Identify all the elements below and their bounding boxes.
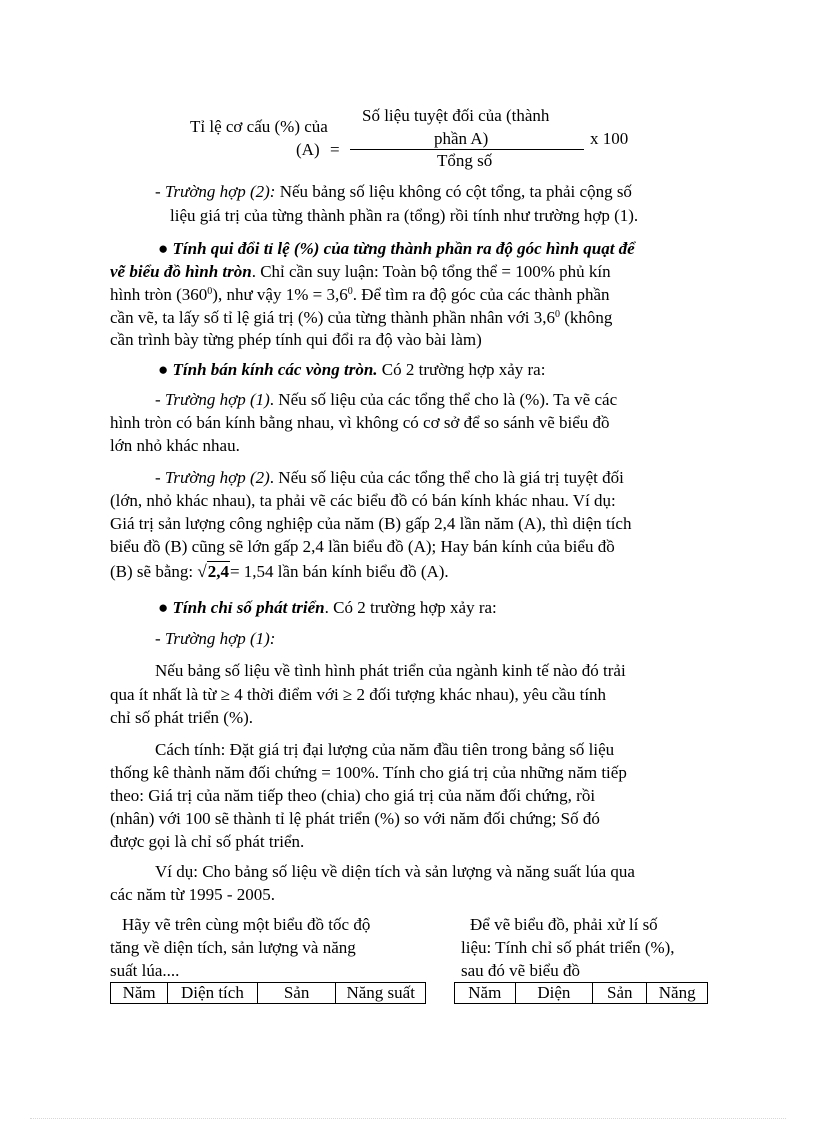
radius-c2-label: - Trường hợp (2) xyxy=(155,468,270,487)
growth-title: Tính chỉ số phát triển xyxy=(172,598,325,617)
radius-title-line xyxy=(158,359,545,381)
growth-title-line xyxy=(158,597,497,619)
angle-line-2 xyxy=(110,261,611,283)
table-header-cell: Năng suất xyxy=(336,983,426,1004)
angle-line4-a: cần vẽ, ta lấy số tỉ lệ giá trị (%) của từng thành phần nhân với 3,6 xyxy=(110,308,555,327)
radius-c1-line-2: hình tròn có bán kính bằng nhau, vì không có cơ sở để so sánh vẽ biểu đồ xyxy=(110,413,610,432)
growth-p3-line-2: các năm từ 1995 - 2005. xyxy=(110,885,276,904)
growth-p1-line-1: Nếu bảng số liệu về tình hình phát triển của ngành kinh tế nào đó trải xyxy=(155,661,626,680)
bullet-icon: ● xyxy=(158,598,169,617)
case2-line-2: liệu giá trị của từng thành phần ra (tổng) rồi tính như trường hợp (1). xyxy=(170,206,639,225)
angle-line3-a: hình tròn (360 xyxy=(110,285,208,304)
growth-title-rest: . Có 2 trường hợp xảy ra: xyxy=(324,598,497,617)
formula-denominator: Tổng số xyxy=(437,151,493,170)
sqrt-icon: √ xyxy=(197,562,207,581)
radius-c2-line5-b: 1,54 lần bán kính biểu đồ (A). xyxy=(243,562,449,581)
formula-left-label-2: (A) xyxy=(296,140,320,159)
radius-title: Tính bán kính các vòng tròn. xyxy=(172,360,378,379)
table-header-cell: Sản xyxy=(593,983,647,1004)
radius-c2-line-3: Giá trị sản lượng công nghiệp của năm (B) gấp 2,4 lần năm (A), thì diện tích xyxy=(110,514,632,533)
table-header-cell: Năng xyxy=(647,983,708,1004)
growth-p1-line-3: chỉ số phát triển (%). xyxy=(110,708,254,727)
radius-c1-line-3: lớn nhỏ khác nhau. xyxy=(110,436,240,455)
page-bottom-divider xyxy=(30,1118,786,1119)
bullet-icon: ● xyxy=(158,360,169,379)
table-header-cell: Sản xyxy=(257,983,336,1004)
bullet-icon: ● xyxy=(158,239,169,258)
sqrt-equals: = xyxy=(229,562,240,581)
right-data-table xyxy=(454,982,708,1004)
radius-c2-line-4: biểu đồ (B) cũng sẽ lớn gấp 2,4 lần biểu đồ (A); Hay bán kính của biểu đồ xyxy=(110,537,615,556)
case2-label: Trường hợp (2): xyxy=(164,182,276,201)
sqrt-expression xyxy=(197,561,239,583)
radius-c1-label: - Trường hợp (1) xyxy=(155,390,270,409)
formula-left-label-1: Tỉ lệ cơ cấu (%) của xyxy=(190,117,328,136)
left-col-line-1: Hãy vẽ trên cùng một biểu đồ tốc độ xyxy=(122,915,371,934)
table-header-cell: Diện xyxy=(515,983,593,1004)
radius-c1-line-1 xyxy=(155,389,617,411)
angle-title-2: vẽ biểu đồ hình tròn xyxy=(110,262,252,281)
growth-p1-line-2: qua ít nhất là từ ≥ 4 thời điểm với ≥ 2 đối tượng khác nhau), yêu cầu tính xyxy=(110,685,607,704)
formula-numerator-1: Số liệu tuyệt đối của (thành xyxy=(362,106,550,125)
table-header-cell: Năm xyxy=(111,983,168,1004)
growth-p3-line-1: Ví dụ: Cho bảng số liệu về diện tích và sản lượng và năng suất lúa qua xyxy=(155,862,635,881)
table-header-cell: Năm xyxy=(455,983,516,1004)
growth-p2-line-3: theo: Giá trị của năm tiếp theo (chia) cho giá trị của năm đối chứng, rồi xyxy=(110,786,596,805)
right-col-line-1: Để vẽ biểu đồ, phải xử lí số xyxy=(470,915,658,934)
angle-line3-b: ), như vậy 1% = 3,6 xyxy=(212,285,348,304)
angle-line-5: cần trình bày từng phép tính qui đổi ra độ vào bài làm) xyxy=(110,330,482,349)
radius-c2-line-1 xyxy=(155,467,624,489)
case2-prefix: - xyxy=(155,182,165,201)
sqrt-value: 2,4 xyxy=(207,562,229,581)
right-col-line-2: liệu: Tính chỉ số phát triển (%), xyxy=(461,938,675,957)
formula-multiplier: x 100 xyxy=(590,129,629,148)
left-data-table xyxy=(110,982,426,1004)
growth-p2-line-5: được gọi là chỉ số phát triển. xyxy=(110,832,305,851)
angle-line-3 xyxy=(110,284,610,306)
radius-c2-line5-a: (B) sẽ bằng: xyxy=(110,562,194,581)
radius-c1-text: . Nếu số liệu của các tổng thể cho là (%). Ta vẽ các xyxy=(269,390,618,409)
growth-p2-line-1: Cách tính: Đặt giá trị đại lượng của năm đầu tiên trong bảng số liệu xyxy=(155,740,615,759)
degree-sup: 0 xyxy=(207,286,213,297)
left-col-line-3: suất lúa.... xyxy=(110,961,180,980)
table-header-row xyxy=(111,983,426,1004)
degree-sup: 0 xyxy=(554,309,560,320)
radius-c2-line-5 xyxy=(110,561,449,583)
table-header-row xyxy=(455,983,708,1004)
growth-p2-line-4: (nhân) với 100 sẽ thành tỉ lệ phát triển (%) so với năm đối chứng; Số đó xyxy=(110,809,600,828)
case2-line1-text: Nếu bảng số liệu không có cột tổng, ta phải cộng số xyxy=(275,182,632,201)
angle-line-4 xyxy=(110,307,612,329)
left-col-line-2: tăng về diện tích, sản lượng và năng xyxy=(110,938,356,957)
angle-title-1: Tính qui đổi tỉ lệ (%) của từng thành phần ra độ góc hình quạt để xyxy=(172,239,635,258)
formula-numerator-2: phần A) xyxy=(434,129,489,148)
right-col-line-3: sau đó vẽ biểu đồ xyxy=(461,961,580,980)
angle-line3-c: . Để tìm ra độ góc của các thành phần xyxy=(352,285,610,304)
case2-line-1 xyxy=(155,181,632,203)
growth-c1-label: - Trường hợp (1): xyxy=(155,629,276,648)
angle-line4-b: (không xyxy=(559,308,613,327)
angle-line2-text: . Chỉ cần suy luận: Toàn bộ tổng thể = 100% phủ kín xyxy=(251,262,611,281)
radius-c2-text: . Nếu số liệu của các tổng thể cho là giá trị tuyệt đối xyxy=(269,468,624,487)
degree-sup: 0 xyxy=(347,286,353,297)
table-header-cell: Diện tích xyxy=(168,983,258,1004)
radius-title-rest: Có 2 trường hợp xảy ra: xyxy=(377,360,546,379)
radius-c2-line-2: (lớn, nhỏ khác nhau), ta phải vẽ các biểu đồ có bán kính khác nhau. Ví dụ: xyxy=(110,491,616,510)
formula-equals: = xyxy=(330,140,340,159)
angle-line-1 xyxy=(158,238,635,260)
growth-p2-line-2: thống kê thành năm đối chứng = 100%. Tính cho giá trị của những năm tiếp xyxy=(110,763,627,782)
